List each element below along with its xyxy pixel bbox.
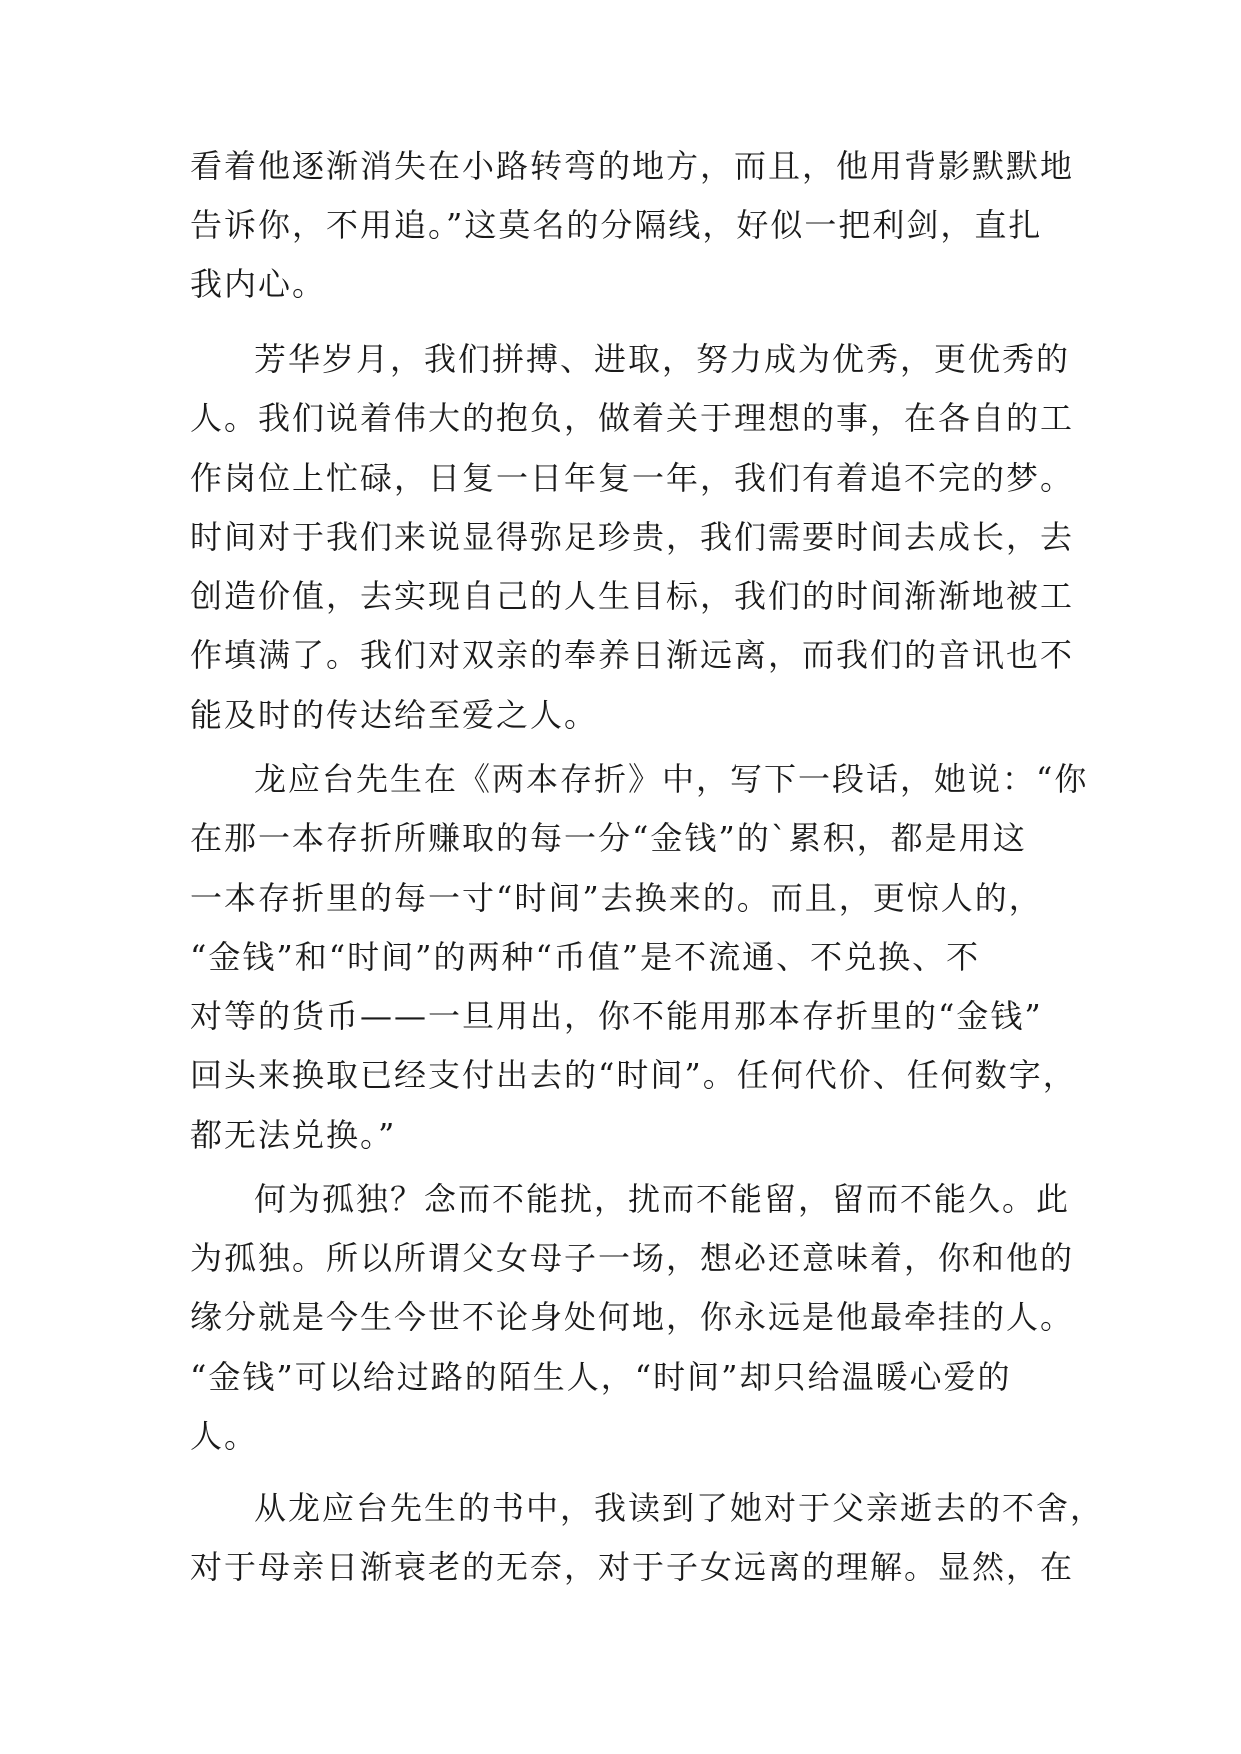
text-line: 告诉你，不用追。”这莫名的分隔线，好似一把利剑，直扎 — [190, 206, 1043, 244]
text-line: 作填满了。我们对双亲的奉养日渐远离，而我们的音讯也不 — [190, 636, 1075, 674]
text-line: 看着他逐渐消失在小路转弯的地方，而且，他用背影默默地 — [190, 147, 1075, 185]
text-line: 对等的货币——一旦用出，你不能用那本存折里的“金钱” — [190, 997, 1043, 1035]
text-line: 对于母亲日渐衰老的无奈，对于子女远离的理解。显然，在 — [190, 1548, 1075, 1586]
text-line: 创造价值，去实现自己的人生目标，我们的时间渐渐地被工 — [190, 577, 1075, 615]
text-line: 能及时的传达给至爱之人。 — [190, 696, 599, 734]
text-line: 时间对于我们来说显得弥足珍贵，我们需要时间去成长，去 — [190, 518, 1075, 556]
paragraph-first-line: 何为孤独？念而不能扰，扰而不能留，留而不能久。此 — [254, 1180, 1071, 1218]
paragraph-first-line: 芳华岁月，我们拼搏、进取，努力成为优秀，更优秀的 — [254, 340, 1071, 378]
text-line: 人。我们说着伟大的抱负，做着关于理想的事，在各自的工 — [190, 399, 1075, 437]
paragraph-first-line: 龙应台先生在《两本存折》中，写下一段话，她说：“你 — [254, 760, 1089, 798]
text-line: 一本存折里的每一寸“时间”去换来的。而且，更惊人的， — [190, 879, 1043, 917]
text-line: 在那一本存折所赚取的每一分“金钱”的`累积，都是用这 — [190, 819, 1027, 857]
text-line: 人。 — [190, 1417, 259, 1455]
text-line: 为孤独。所以所谓父女母子一场，想必还意味着，你和他的 — [190, 1239, 1075, 1277]
text-line: 缘分就是今生今世不论身处何地，你永远是他最牵挂的人。 — [190, 1298, 1075, 1336]
text-line: “金钱”可以给过路的陌生人，“时间”却只给温暖心爱的 — [190, 1358, 1012, 1396]
text-line: “金钱”和“时间”的两种“币值”是不流通、不兑换、不 — [190, 938, 981, 976]
text-line: 我内心。 — [190, 265, 327, 303]
text-line: 回头来换取已经支付出去的“时间”。任何代价、任何数字， — [190, 1056, 1077, 1094]
text-line: 作岗位上忙碌，日复一日年复一年，我们有着追不完的梦。 — [190, 459, 1075, 497]
paragraph-first-line: 从龙应台先生的书中，我读到了她对于父亲逝去的不舍， — [254, 1489, 1105, 1527]
text-line: 都无法兑换。” — [190, 1116, 397, 1154]
